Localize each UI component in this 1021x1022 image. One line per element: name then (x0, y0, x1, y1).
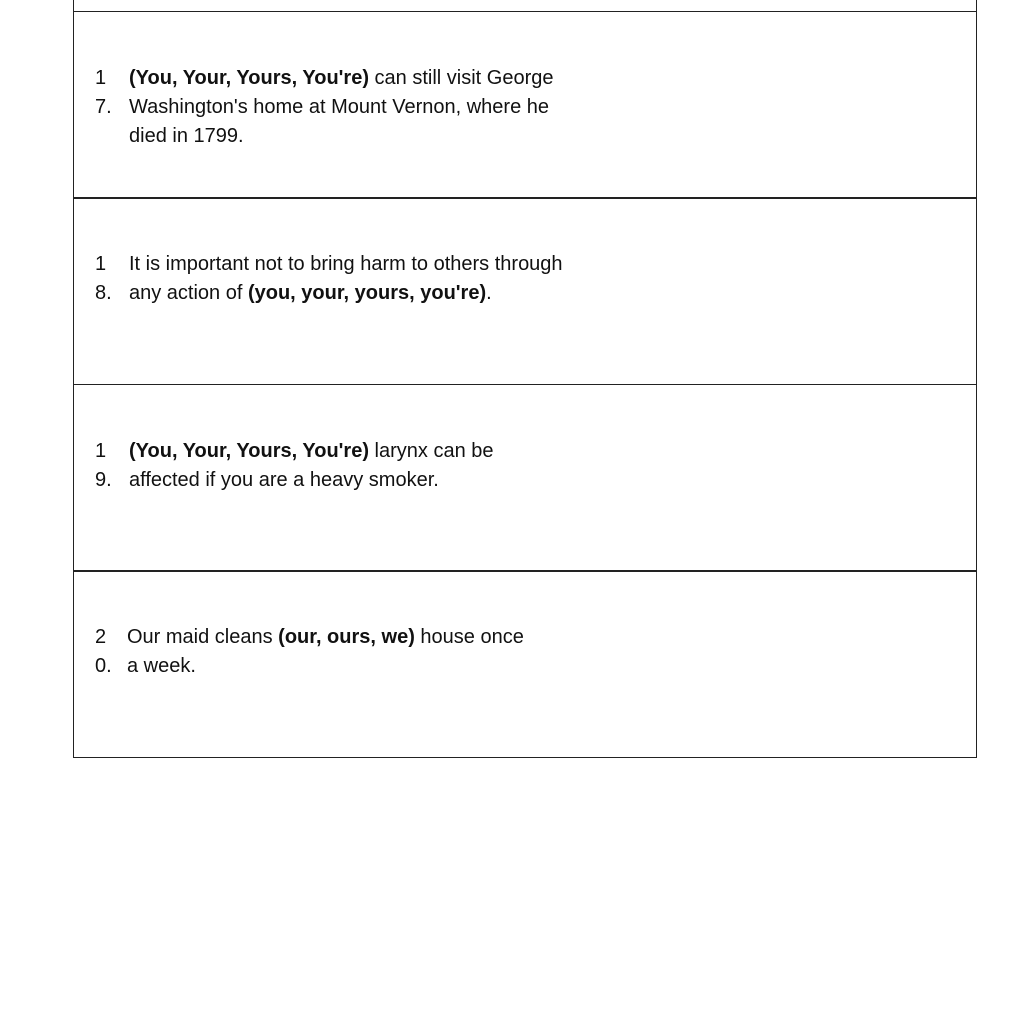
text-segment: can still visit George (368, 66, 554, 89)
item-number: 19. (95, 439, 112, 491)
text-segment: . (486, 282, 492, 304)
table-row (73, 384, 977, 572)
bold-choices: (You, Your, Yours, You're) (129, 439, 369, 462)
text-segment: any action of (129, 282, 248, 304)
item-text (127, 623, 524, 681)
bold-choices: (You, Your, Yours, You're) (129, 66, 369, 89)
table-row (73, 570, 977, 758)
text-line (129, 466, 494, 495)
text-segment: affected if you are a heavy smoker. (129, 468, 439, 491)
text-line (129, 250, 563, 279)
table-row (73, 11, 977, 199)
bold-choices: (our, ours, we) (278, 626, 415, 648)
text-segment: It is important not to bring harm to others through (129, 253, 563, 275)
text-line (129, 437, 494, 466)
text-line (129, 64, 554, 93)
item-text (129, 64, 554, 151)
exercise-table (73, 0, 977, 758)
text-line (129, 93, 554, 122)
bold-choices: (you, your, yours, you're) (247, 282, 487, 304)
text-segment: Washington's home at Mount Vernon, where he (129, 95, 549, 118)
text-line (127, 652, 524, 681)
text-segment: a week. (127, 655, 196, 677)
text-segment: larynx can be (368, 439, 494, 462)
text-line (129, 279, 563, 308)
item-text (129, 437, 494, 495)
item-number: 17. (95, 66, 112, 118)
item-number: 20. (95, 626, 112, 677)
table-row (73, 197, 977, 385)
text-segment: house once (414, 626, 524, 648)
text-line (127, 623, 524, 652)
item-number: 18. (95, 253, 112, 304)
item-text (129, 250, 563, 308)
text-segment: Our maid cleans (127, 626, 279, 648)
text-line (129, 122, 554, 151)
text-segment: died in 1799. (129, 124, 244, 147)
